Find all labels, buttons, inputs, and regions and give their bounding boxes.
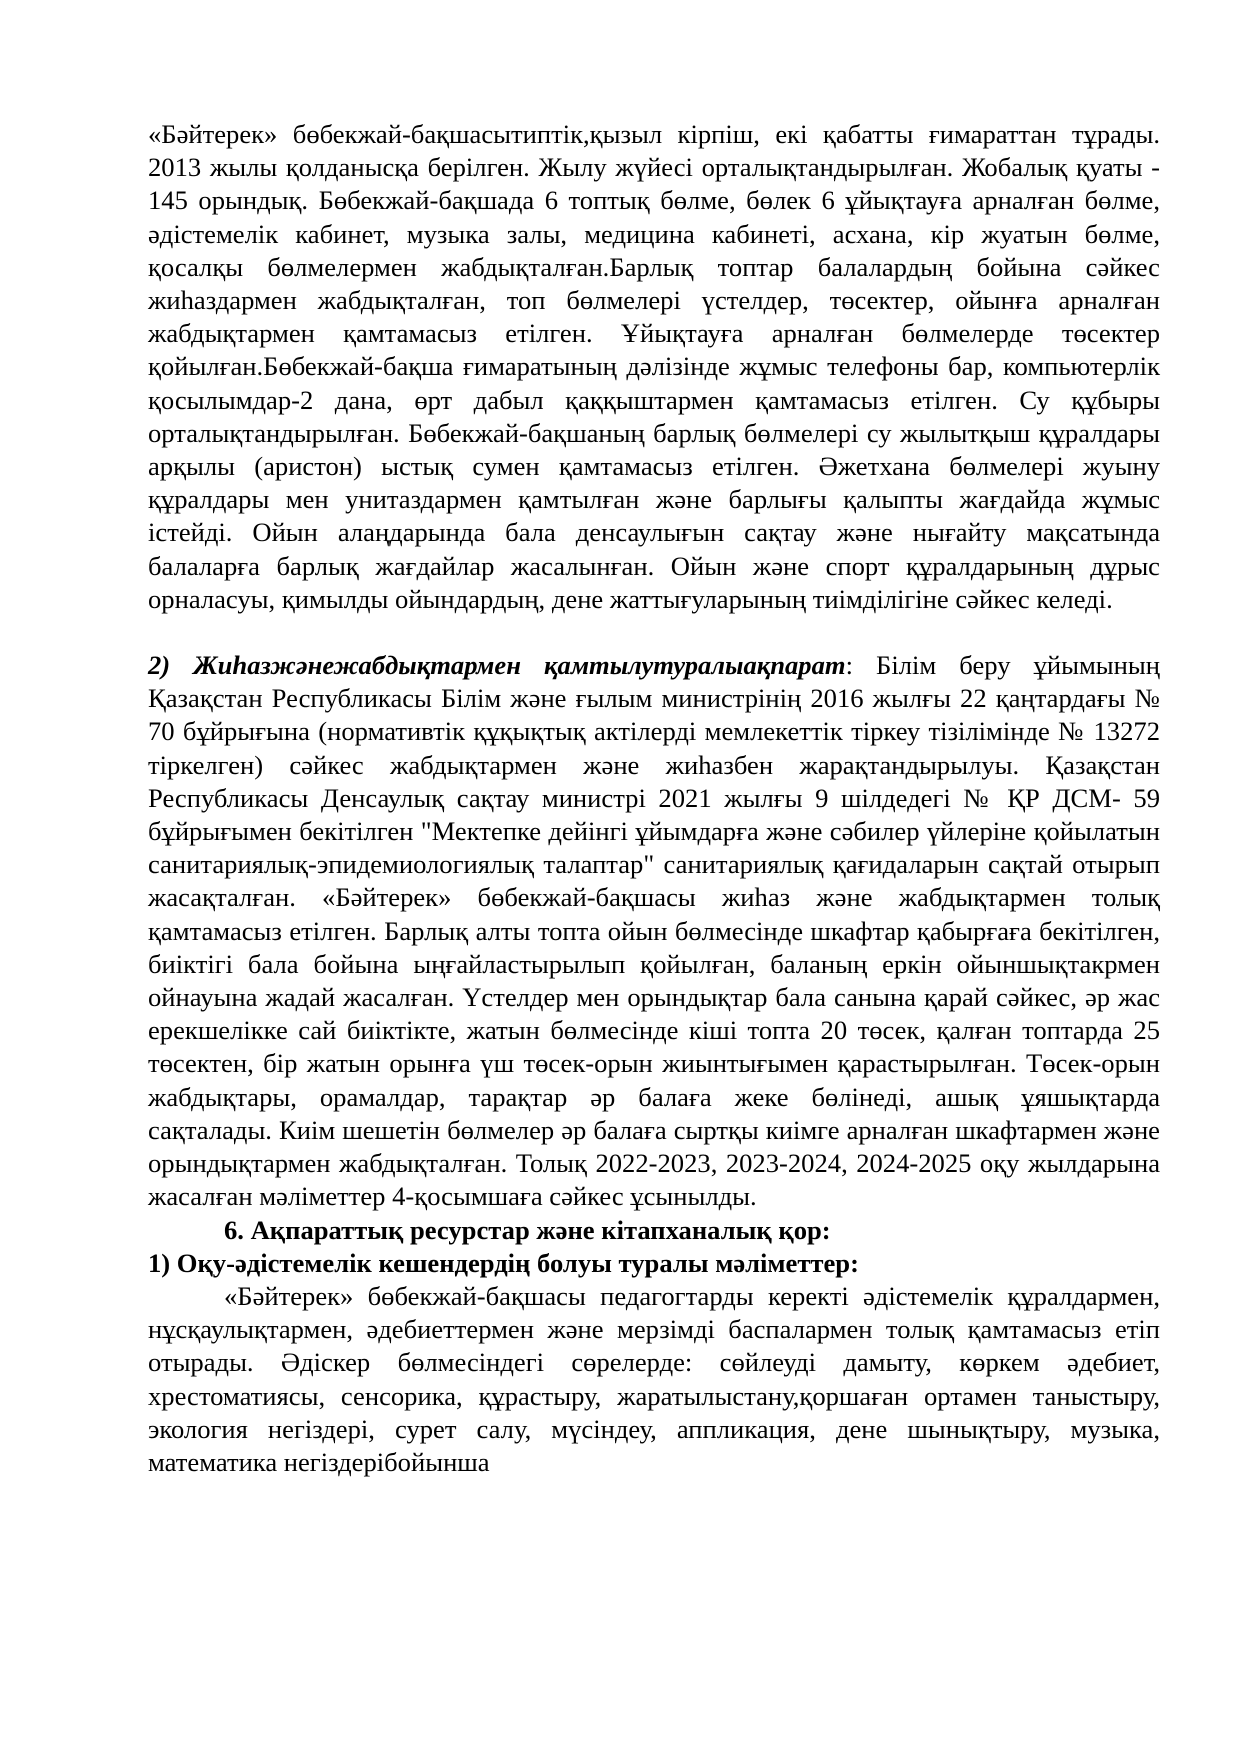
- document-page: [148, 118, 1160, 1479]
- subsection-heading-teaching-materials: 1) Оқу-әдістемелік кешендердің болуы туралы мәліметтер:: [148, 1247, 859, 1278]
- furniture-section-text: : Білім беру ұйымының Қазақстан Республикасы Білім және ғылым министрінің 2016 жылғы 22 қаңтардағы № 70 бұйрығына (нормативтік құқықтық актілерді мемлекеттік тіркеу тізілімінде № 13272 тіркелген) сәйкес жабдықтармен және жиһазбен жарақтандырылуы. Қазақстан Республикасы Денсаулық сақтау министрі 2021 жылғы 9 шілдедегі № ҚР ДСМ- 59 бұйрығымен бекітілген "Мектепке дейінгі ұйымдарға және сәбилер үйлеріне қойылатын санитариялық-эпидемиологиялық талаптар" санитариялық қағидаларын сақтай отырып жасақталған. «Бәйтерек» бөбекжай-бақшасы жиһаз және жабдықтармен толық қамтамасыз етілген. Барлық алты топта ойын бөлмесінде шкафтар қабырғаға бекітілген, биіктігі бала бойына ыңғайластырылып қойылған, баланың еркін ойыншықтакрмен ойнауына жадай жасалған. Үстелдер мен орындықтар бала санына қарай сәйкес, әр жас ерекшелікке сай биіктікте, жатын бөлмесінде кіші топта 20 төсек, қалған топтарда 25 төсектен, бір жатын орынға үш төсек-орын жиынтығымен қарастырылған. Төсек-орын жабдықтары, орамалдар, тарақтар әр балаға жеке бөлінеді, ашық ұяшықтарда сақталады. Киім шешетін бөлмелер әр балаға сыртқы киімге арналған шкафтармен және орындықтармен жабдықталған. Толық 2022-2023, 2023-2024, 2024-2025 оқу жылдарына жасалған мәліметтер 4-қосымшаға сәйкес ұсынылды.: [148, 650, 1160, 1212]
- paragraph-building-description: «Бәйтерек» бөбекжай-бақшасытиптік,қызыл кірпіш, екі қабатты ғимараттан тұрады. 2013 жылы қолданысқа берілген. Жылу жүйесі орталықтандырылған. Жобалық қуаты - 145 орындық. Бөбекжай-бақшада 6 топтық бөлме, бөлек 6 ұйықтауға арналған бөлме, әдістемелік кабинет, музыка залы, медицина кабинеті, асхана, кір жуатын бөлме, қосалқы бөлмелермен жабдықталған.Барлық топтар балалардың бойына сәйкес жиһаздармен жабдықталған, топ бөлмелері үстелдер, төсектер, ойынға арналған жабдықтармен қамтамасыз етілген. Ұйықтауға арналған бөлмелерде төсектер қойылған.Бөбекжай-бақша ғимаратының дәлізінде жұмыс телефоны бар, компьютерлік қосылымдар-2 дана, өрт дабыл қаққыштармен қамтамасыз етілген. Су құбыры орталықтандырылған. Бөбекжай-бақшаның барлық бөлмелері су жылытқыш құралдары арқылы (аристон) ыстық сумен қамтамасыз етілген. Әжетхана бөлмелері жуыну құралдары мен унитаздармен қамтылған және барлығы қалыпты жағдайда жұмыс істейді. Ойын алаңдарында бала денсаулығын сақтау және нығайту мақсатында балаларға барлық жағдайлар жасалынған. Ойын және спорт құралдарының дұрыс орналасуы, қимылды ойындардың, дене жаттығуларының тиімділігіне сәйкес келеді.: [148, 119, 1160, 614]
- section-heading-information-resources: 6. Ақпараттық ресурстар және кітапханалық қор:: [224, 1214, 831, 1245]
- furniture-section-label: 2) Жиһазжәнежабдықтармен қамтылутуралыақпарат: [148, 650, 846, 681]
- paragraph-furniture-equipment: [148, 649, 1160, 1213]
- paragraph-spacer: [148, 616, 1160, 649]
- paragraph-teaching-materials: «Бәйтерек» бөбекжай-бақшасы педагогтарды керекті әдістемелік құралдармен, нұсқаулықтармен, әдебиеттермен және мерзімді баспалармен толық қамтамасыз етіп отырады. Әдіскер бөлмесіндегі сөрелерде: сөйлеуді дамыту, көркем әдебиет, хрестоматиясы, сенсорика, құрастыру, жаратылыстану,қоршаған ортамен таныстыру, экология негіздері, сурет салу, мүсіндеу, аппликация, дене шынықтыру, музыка, математика негіздерібойынша: [148, 1280, 1160, 1477]
